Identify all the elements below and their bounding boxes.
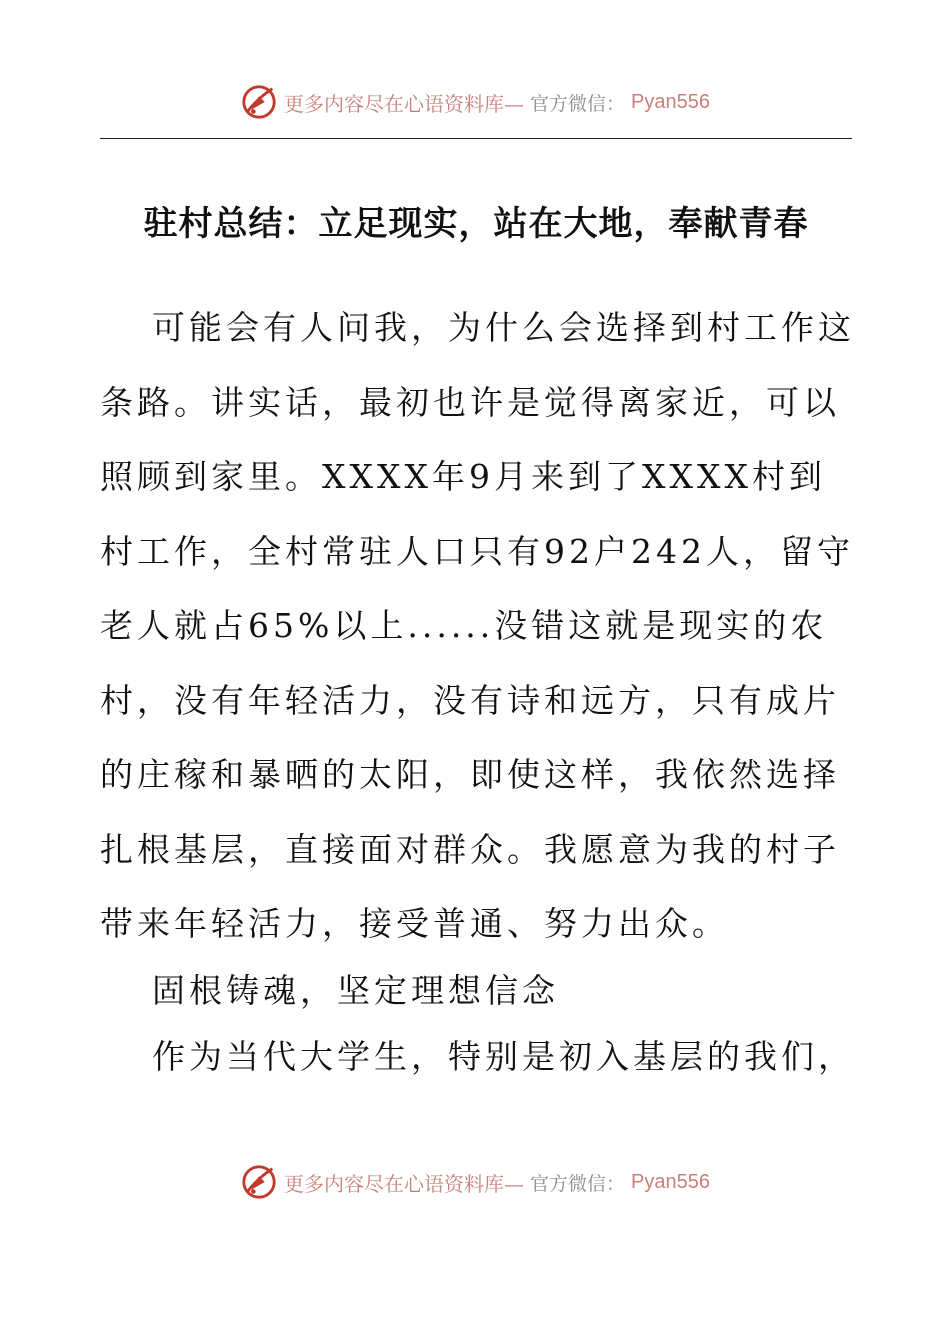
footer-banner [0, 1160, 950, 1204]
paragraph-1: 可能会有人问我，为什么会选择到村工作这条路。讲实话，最初也许是觉得离家近，可以照顾到家里。XXXX年9月来到了XXXX村到村工作，全村常驻人口只有92户242人，留守老人就占65%以上......没错这就是现实的农村，没有年轻活力，没有诗和远方，只有成片的庄稼和暴晒的太阳，即使这样，我依然选择扎根基层，直接面对群众。我愿意为我的村子带来年轻活力，接受普通、努力出众。 [100, 308, 855, 943]
banner-text: 更多内容尽在心语资料库— [284, 91, 524, 116]
section-heading: 固根铸魂，坚定理想信念 [152, 970, 559, 1010]
document-body [100, 291, 860, 1095]
banner-wechat-id: Pyan556 [631, 90, 710, 113]
header-divider [100, 138, 852, 139]
pen-logo-icon [240, 1163, 278, 1201]
pen-logo-icon [240, 83, 278, 121]
header-banner [0, 80, 950, 124]
banner-wechat-label: 官方微信： [530, 92, 626, 115]
banner-wechat-label: 官方微信： [530, 1172, 626, 1195]
paragraph-2: 作为当代大学生，特别是初入基层的我们， [152, 1037, 855, 1076]
banner-text: 更多内容尽在心语资料库— [284, 1171, 524, 1196]
banner-wechat-id: Pyan556 [631, 1170, 710, 1193]
document-title: 驻村总结：立足现实，站在大地，奉献青春 [143, 204, 809, 244]
